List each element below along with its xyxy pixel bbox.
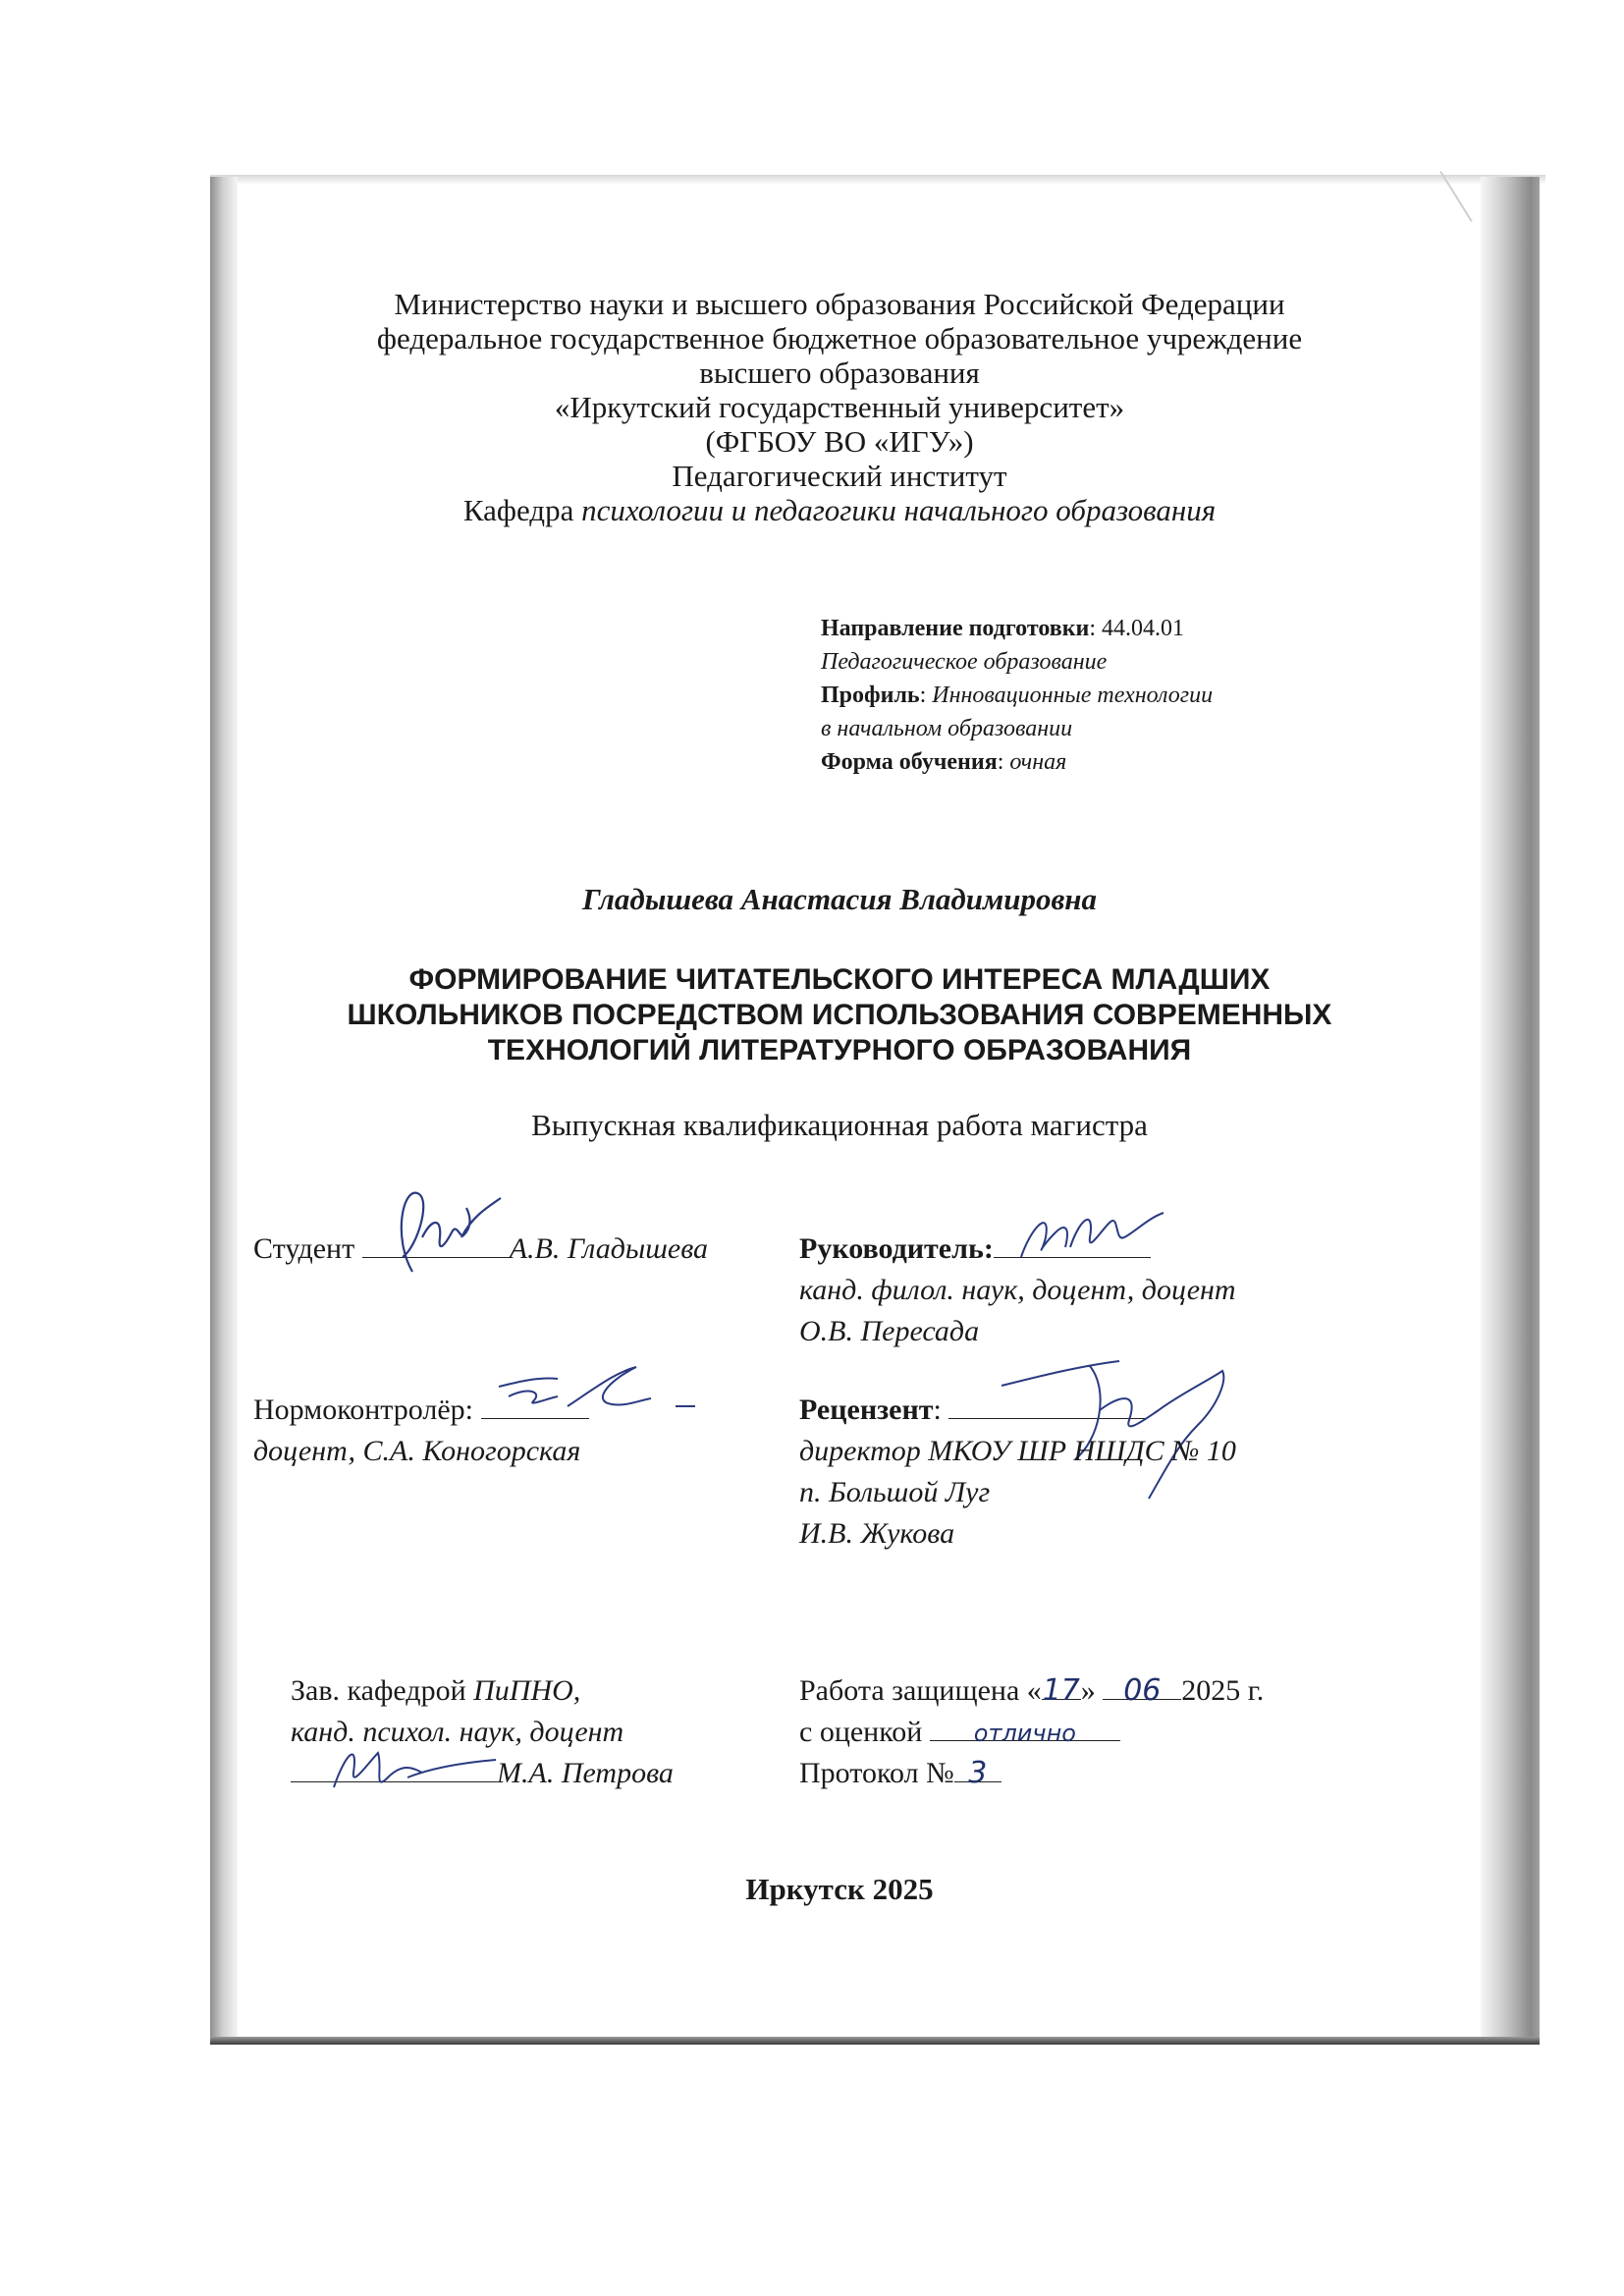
form-line: Форма обучения: очная (821, 749, 1067, 775)
ministry-line: Министерство науки и высшего образования Российской Федерации (394, 287, 1285, 321)
profile-line: Профиль: Инновационные технологии (821, 683, 1214, 708)
scan-edge-left (210, 177, 238, 2043)
supervisor-line-1: канд. филол. наук, доцент, доцент (799, 1274, 1236, 1306)
head-field (291, 1673, 580, 1709)
student-label: Студент (253, 1232, 355, 1265)
direction-value: : 44.04.01 (1089, 616, 1185, 641)
form-value: очная (1009, 749, 1067, 775)
grade-field (799, 1715, 1120, 1750)
direction-line (821, 617, 1213, 640)
normcontrol-line-1: доцент, С.А. Коногорская (253, 1435, 581, 1467)
institution-type-line-2: высшего образования (699, 355, 980, 390)
department-label: Кафедра (462, 493, 582, 527)
normcontrol-label: Нормоконтролёр: (253, 1394, 474, 1426)
supervisor-signature (1011, 1198, 1168, 1277)
profile-value: Инновационные технологии (932, 683, 1214, 708)
normcontrol-signature (489, 1357, 705, 1426)
supervisor-field: Руководитель: (799, 1231, 1151, 1267)
protocol-label: Протокол № (799, 1757, 954, 1789)
grade-value: отлично (973, 1720, 1076, 1747)
department-line (236, 493, 1443, 527)
profile-label: Профиль (821, 683, 920, 708)
thesis-title (236, 962, 1443, 1068)
scan-edge-bottom (210, 2037, 1540, 2045)
supervisor-label: Руководитель (799, 1232, 984, 1265)
author-name: Гладышева Анастасия Владимировна (581, 882, 1098, 916)
department-name: психологии и педагогики начального образования (581, 493, 1217, 527)
direction-label: Направление подготовки (821, 616, 1090, 641)
head-dept: ПиПНО, (473, 1674, 581, 1707)
university-line: «Иркутский государственный университет» (554, 390, 1125, 424)
student-name: А.В. Гладышева (509, 1232, 709, 1265)
defense-field: Работа защищена «17» 06 2025 г. (799, 1673, 1265, 1708)
defense-day: 17 (1042, 1673, 1080, 1708)
scan-edge-top (210, 175, 1545, 185)
student-signature (373, 1178, 511, 1286)
head-label: Зав. кафедрой (291, 1674, 474, 1707)
reviewer-line-2: п. Большой Луг (799, 1476, 991, 1508)
grade-label: с оценкой (799, 1716, 923, 1748)
author-block (236, 882, 1443, 916)
defense-prefix: Работа защищена « (799, 1674, 1042, 1707)
institution-header (236, 287, 1443, 527)
program-info (821, 617, 1213, 774)
work-type-block (236, 1108, 1443, 1142)
reviewer-field: Рецензент: (799, 1393, 1145, 1428)
scan-edge-right (1481, 177, 1540, 2043)
title-line-1: ФОРМИРОВАНИЕ ЧИТАТЕЛЬСКОГО ИНТЕРЕСА МЛАДШИХ (408, 963, 1271, 996)
direction-name: Педагогическое образование (821, 649, 1108, 675)
head-line-1: канд. психол. наук, доцент (291, 1716, 624, 1748)
supervisor-line-2: О.В. Пересада (799, 1315, 980, 1347)
protocol-number: 3 (968, 1756, 988, 1790)
institute-line: Педагогический институт (672, 459, 1007, 493)
reviewer-label: Рецензент (799, 1394, 934, 1426)
abbrev-line: (ФГБОУ ВО «ИГУ») (705, 424, 974, 459)
reviewer-line-3: И.В. Жукова (799, 1517, 955, 1550)
title-line-2: ШКОЛЬНИКОВ ПОСРЕДСТВОМ ИСПОЛЬЗОВАНИЯ СОВРЕМЕННЫХ (347, 999, 1332, 1031)
form-label: Форма обучения (821, 749, 998, 775)
work-type: Выпускная квалификационная работа магистра (531, 1108, 1148, 1142)
reviewer-signature (982, 1351, 1237, 1508)
institution-type-line: федеральное государственное бюджетное образовательное учреждение (376, 321, 1303, 355)
profile-value-2: в начальном образовании (821, 716, 1073, 741)
city-year: Иркутск 2025 (745, 1872, 934, 1906)
defense-month: 06 (1123, 1673, 1162, 1708)
head-name: М.А. Петрова (497, 1757, 674, 1789)
footer-block (236, 1872, 1443, 1906)
protocol-field (799, 1756, 1001, 1791)
title-line-3: ТЕХНОЛОГИЙ ЛИТЕРАТУРНОГО ОБРАЗОВАНИЯ (487, 1034, 1192, 1066)
reviewer-line-1: директор МКОУ ШР НШДС № 10 (799, 1435, 1236, 1467)
head-signature (314, 1719, 511, 1807)
defense-year: 2025 г. (1181, 1674, 1265, 1707)
